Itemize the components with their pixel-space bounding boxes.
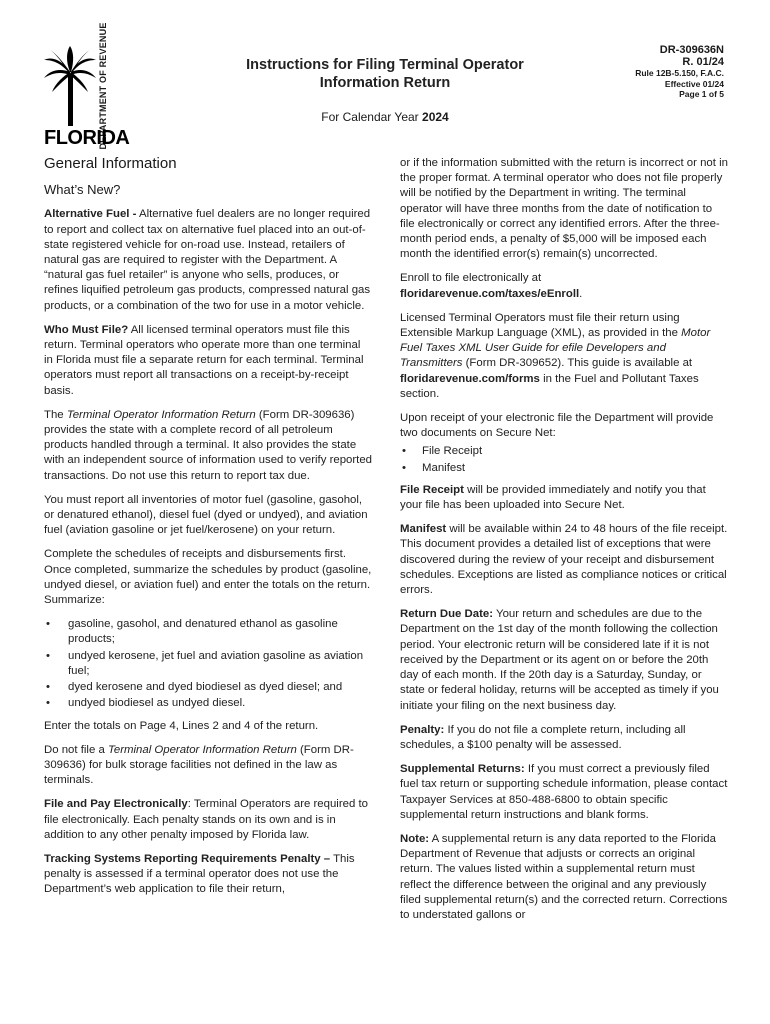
left-column	[44, 156, 372, 907]
alt-fuel-text: Alternative fuel dealers are no longer required to report and collect tax on alternative fuel placed into an out-of-state registered vehicle for on-road use. Instead, retailers of natural gas are required to register with the Department. A “natural gas fuel retailer” is anyone who sells, produces, or refines liquified petroleum gas products, compressed natural gas products, or a combination of the two for use in a motor vehicle.	[44, 208, 371, 312]
documents-list	[400, 444, 728, 475]
note-label: Note:	[400, 832, 430, 845]
summarize-list	[44, 617, 372, 711]
return-title: Terminal Operator Information Return	[66, 408, 256, 421]
manifest-paragraph	[400, 522, 728, 598]
tracking-penalty-paragraph	[44, 852, 372, 898]
upon-receipt-paragraph: Upon receipt of your electronic file the Department will provide two documents on Secure Net:	[400, 412, 714, 440]
penalty-text: If you do not file a complete return, including all schedules, a $100 penalty will be assessed.	[400, 723, 686, 751]
page-title: Instructions for Filing Terminal Operator Information Return	[246, 57, 524, 91]
supplemental-paragraph	[400, 762, 728, 823]
who-text: All licensed terminal operators must file this return. Terminal operators who operate more than one terminal in Florida must file a separate return for each terminal. Terminal operators must report all transactions on a receipt-by-receipt basis.	[44, 323, 364, 397]
right-column	[400, 156, 728, 932]
form-revision: R. 01/24	[682, 56, 724, 68]
file-receipt-text: will be provided immediately and notify you that your file has been uploaded into Secure Net.	[400, 483, 706, 512]
penalty-paragraph	[400, 723, 728, 753]
bulk-storage-paragraph	[44, 743, 372, 789]
xml-text: Licensed Terminal Operators must file their return using Extensible Markup Language (XML), as provided in the	[400, 311, 680, 340]
form-rule: Rule 12B-5.150, F.A.C.	[635, 68, 724, 78]
continuation-paragraph: or if the information submitted with the return is incorrect or not in the proper format. A terminal operator who does not file properly will be notified by the Department in writing. The terminal operator will have three months from the date of notification to file electronically or correct any identified errors. After the three-month period ends, a penalty of $5,000 will be imposed each month the identified error(s) remain(s) uncorrected.	[400, 157, 728, 261]
due-text: Your return and schedules are due to the Department on the 1st day of the month following the collection period. Your electronic return will be considered late if it is not received by the Department or its agent on or before the 20th day of each month. If the 20th day is a Saturday, Sunday, or state or federal holiday, returns will be accepted as timely if you initiate your filing on the next business day.	[400, 608, 719, 712]
list-item: • undyed biodiesel as undyed diesel.	[44, 696, 372, 711]
alternative-fuel-paragraph	[44, 207, 372, 313]
inventory-paragraph: You must report all inventories of motor fuel (gasoline, gasohol, or denatured ethanol), diesel fuel (dyed or undyed), and aviation fuel (aviation gasoline or jet fuel/kerosene) on your return.	[44, 493, 368, 537]
supp-text: If you must correct a previously filed fuel tax return or supporting schedule information, please contact Taxpayer Services at 850-488-6800 to obtain specific supplemental return instructions and blank forms.	[400, 763, 728, 821]
list-item: • File Receipt	[400, 444, 728, 459]
palm-tree-icon	[44, 46, 96, 126]
file-pay-text: : Terminal Operators are required to file electronically. Each penalty stands on its own and is in addition to any other penalty imposed by Florida law.	[44, 798, 368, 841]
bulk-title: Terminal Operator Information Return	[107, 743, 297, 756]
return-intro: The	[44, 408, 64, 421]
manifest-text: will be available within 24 to 48 hours of the file receipt. This document provides a detailed list of exceptions that were discovered during the review of your receipt and disbursement schedules. Exceptions are listed as compliance notices or critical errors.	[400, 523, 728, 597]
florida-wordmark: FLORIDA	[44, 127, 130, 149]
who-label: Who Must File?	[44, 323, 129, 336]
due-label: Return Due Date:	[400, 608, 494, 621]
alt-fuel-label: Alternative Fuel -	[44, 208, 137, 221]
enroll-end: .	[579, 287, 583, 300]
form-effective: Effective 01/24	[664, 78, 724, 89]
note-text: A supplemental return is any data reported to the Florida Department of Revenue that adjusts or corrects an original return. The values listed within a supplemental return must reflect the difference between the original and any previously filed supplemental return(s) and the corrected return. Corrections to understated gallons or	[400, 832, 728, 921]
file-pay-label: File and Pay Electronically	[44, 798, 188, 811]
return-text: (Form DR-309636) provides the state with a complete record of all petroleum products handled through a terminal. It also provides the state with an independent source of information used to verify reported transactions. Do not use this return to report tax due.	[44, 408, 372, 482]
manifest-label: Manifest	[400, 523, 447, 536]
enroll-link[interactable]: floridarevenue.com/taxes/eEnroll	[400, 287, 580, 300]
penalty-label: Penalty:	[400, 723, 445, 736]
list-item: • dyed kerosene and dyed biodiesel as dyed diesel; and	[44, 680, 372, 695]
list-item: • gasoline, gasohol, and denatured ethanol as gasoline products;	[44, 617, 372, 647]
whats-new-heading: What’s New?	[44, 182, 121, 198]
subtitle-prefix: For Calendar Year	[321, 110, 419, 124]
enroll-paragraph	[400, 271, 728, 301]
xml-guide-title: Motor Fuel Taxes XML User Guide for efile Developers and Transmitters	[400, 327, 711, 370]
file-receipt-paragraph	[400, 483, 728, 513]
supp-label: Supplemental Returns:	[400, 763, 525, 776]
file-pay-paragraph	[44, 797, 372, 843]
department-text: DEPARTMENT OF REVENUE	[98, 22, 108, 150]
form-number: DR-309636N	[659, 44, 724, 56]
file-receipt-label: File Receipt	[400, 483, 464, 496]
list-item: • undyed kerosene, jet fuel and aviation gasoline as aviation fuel;	[44, 649, 372, 679]
bulk-text: (Form DR-309636) for bulk storage facilities not defined in the law as terminals.	[44, 743, 354, 787]
section-heading: General Information	[44, 155, 177, 172]
tracking-label: Tracking Systems Reporting Requirements Penalty –	[44, 852, 331, 865]
who-must-file-paragraph	[44, 323, 372, 399]
schedules-paragraph: Complete the schedules of receipts and disbursements first. Once completed, summarize the schedules by product (gasoline, undyed diesel, or aviation fuel) and enter the totals on the return. Summarize:	[44, 548, 372, 607]
xml-text2: (Form DR-309652). This guide is available at	[465, 357, 693, 370]
calendar-year	[245, 110, 525, 124]
list-item: • Manifest	[400, 461, 728, 476]
note-paragraph	[400, 832, 728, 923]
totals-paragraph: Enter the totals on Page 4, Lines 2 and 4 of the return.	[44, 719, 319, 732]
forms-link[interactable]: floridarevenue.com/forms	[400, 372, 540, 385]
bulk-prefix: Do not file a	[44, 743, 105, 756]
form-identifier	[635, 44, 724, 100]
enroll-text: Enroll to file electronically at	[400, 272, 542, 285]
department-of-revenue-vertical	[94, 22, 112, 150]
return-description-paragraph	[44, 408, 372, 484]
xml-text3: in the Fuel and Pollutant Taxes section.	[400, 372, 699, 400]
page-number: Page 1 of 5	[679, 89, 724, 99]
xml-paragraph	[400, 311, 728, 402]
due-date-paragraph	[400, 607, 728, 713]
tracking-text: This penalty is assessed if a terminal operator does not use the Department’s web application to file their return,	[44, 852, 355, 896]
subtitle-year: 2024	[422, 110, 449, 124]
